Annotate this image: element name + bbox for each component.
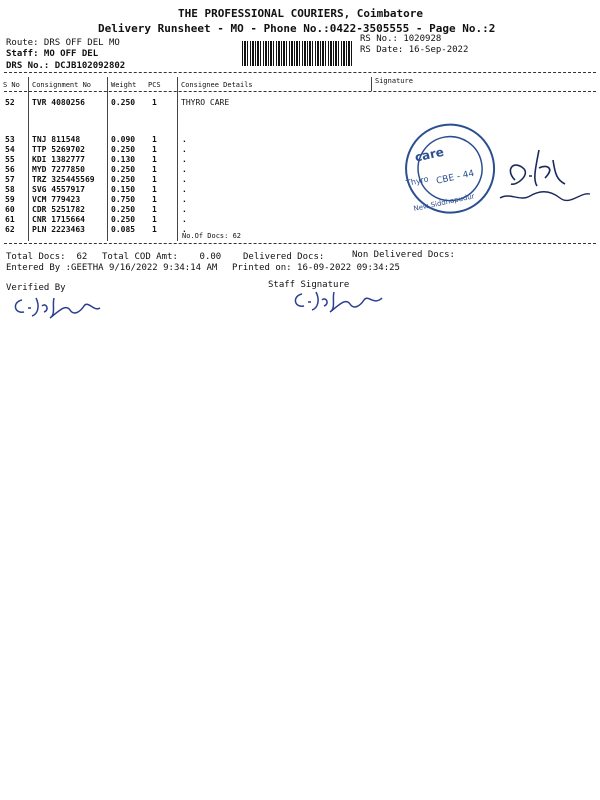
runsheet-subtitle: Delivery Runsheet - MO - Phone No.:0422-3505555 - Page No.:2 (98, 22, 496, 35)
row-pcs: 1 (152, 225, 157, 234)
row-consignment: TRZ 325445569 (32, 175, 95, 184)
printed-on: Printed on: 16-09-2022 09:34:25 (232, 263, 400, 273)
row-consignment: PLN 2223463 (32, 225, 85, 234)
row-pcs: 1 (152, 195, 157, 204)
row-consignee: . (182, 215, 187, 224)
row-sno: 58 (5, 185, 15, 194)
row-pcs: 1 (152, 185, 157, 194)
row-consignee: . (182, 165, 187, 174)
row-sno: 57 (5, 175, 15, 184)
no-of-docs: No.Of Docs: 62 (182, 232, 242, 240)
non-delivered-docs: Non Delivered Docs: (352, 250, 455, 260)
table-row (0, 215, 600, 225)
row-sno: 60 (5, 205, 15, 214)
row-weight: 0.150 (111, 185, 136, 194)
row-weight: 0.250 (111, 98, 136, 107)
row-consignment: TTP 5269702 (32, 145, 85, 154)
stamp-code: CBE - 44 (435, 168, 476, 187)
row-consignee: . (182, 135, 187, 144)
row-sno: 52 (5, 98, 15, 107)
rs-date: RS Date: 16-Sep-2022 (360, 45, 469, 55)
divider-top (4, 72, 596, 73)
stamp-brand: care (413, 144, 446, 165)
entered-by: Entered By :GEETHA 9/16/2022 9:34:14 AM (6, 263, 218, 273)
row-consignee: THYRO CARE (181, 98, 230, 107)
row-sno: 62 (5, 225, 15, 234)
row-consignment: SVG 4557917 (32, 185, 85, 194)
divider-header (4, 91, 596, 92)
row-pcs: 1 (152, 215, 157, 224)
row-consignee: . (182, 185, 187, 194)
row-consignee: . (182, 155, 187, 164)
delivered-docs: Delivered Docs: (243, 252, 325, 262)
row-consignee: . (182, 175, 187, 184)
row-weight: 0.250 (111, 215, 136, 224)
row-sno: 59 (5, 195, 15, 204)
header-consignee: Consignee Details (181, 81, 253, 89)
row-consignment: TNJ 811548 (32, 135, 81, 144)
row-pcs: 1 (152, 175, 157, 184)
staff-signature-label: Staff Signature (268, 280, 350, 290)
header-sno: S No (3, 81, 20, 89)
route-label: Route: DRS OFF DEL MO (6, 38, 120, 48)
row-pcs: 1 (152, 98, 157, 107)
stamp-city: New Siddhapudur (412, 192, 476, 213)
row-weight: 0.250 (111, 165, 136, 174)
row-sno: 55 (5, 155, 15, 164)
row-consignee: . (182, 225, 187, 234)
staff-label: Staff: MO OFF DEL (6, 49, 99, 59)
row-pcs: 1 (152, 135, 157, 144)
table-row (0, 225, 600, 235)
row-consignee: . (182, 195, 187, 204)
row-weight: 0.090 (111, 135, 136, 144)
drs-number: DRS No.: DCJB102092802 (6, 61, 126, 71)
row-pcs: 1 (152, 165, 157, 174)
row-consignment: CNR 1715664 (32, 215, 85, 224)
header-signature: Signature (375, 77, 413, 85)
stamp-thyro: Thyro (405, 174, 430, 188)
rs-number: RS No.: 1020928 (360, 34, 442, 44)
row-pcs: 1 (152, 205, 157, 214)
row-weight: 0.250 (111, 205, 136, 214)
row-consignee: . (182, 145, 187, 154)
col-divider (371, 77, 372, 91)
verified-signature (10, 292, 120, 322)
row-consignee: . (182, 205, 187, 214)
receiver-signature (495, 140, 595, 210)
row-weight: 0.085 (111, 225, 136, 234)
header-consignment: Consignment No (32, 81, 92, 89)
total-docs: Total Docs: 62 (6, 252, 88, 262)
row-consignment: TVR 4080256 (32, 98, 85, 107)
row-weight: 0.130 (111, 155, 136, 164)
row-sno: 61 (5, 215, 15, 224)
staff-signature (290, 286, 400, 316)
barcode (242, 41, 352, 66)
row-weight: 0.250 (111, 175, 136, 184)
row-consignment: KDI 1382777 (32, 155, 85, 164)
total-cod: Total COD Amt: 0.00 (102, 252, 222, 262)
verified-by-label: Verified By (6, 283, 66, 293)
row-consignment: VCM 779423 (32, 195, 81, 204)
row-sno: 56 (5, 165, 15, 174)
row-pcs: 1 (152, 155, 157, 164)
row-sno: 54 (5, 145, 15, 154)
row-pcs: 1 (152, 145, 157, 154)
row-consignment: CDR 5251782 (32, 205, 85, 214)
company-name: THE PROFESSIONAL COURIERS, Coimbatore (178, 7, 424, 20)
table-row (0, 98, 600, 108)
header-weight: Weight (111, 81, 137, 89)
row-weight: 0.250 (111, 145, 136, 154)
row-weight: 0.750 (111, 195, 136, 204)
row-consignment: MYD 7277850 (32, 165, 85, 174)
divider-bottom (4, 243, 596, 244)
header-pcs: PCS (148, 81, 161, 89)
row-sno: 53 (5, 135, 15, 144)
